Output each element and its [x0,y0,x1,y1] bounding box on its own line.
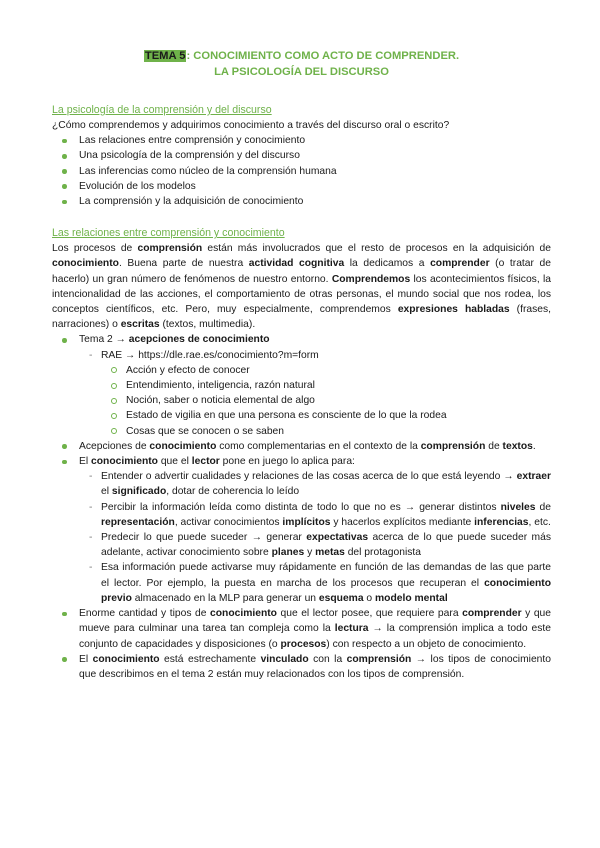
section-question: ¿Cómo comprendemos y adquirimos conocimiento a través del discurso oral o escrito? [52,120,450,131]
list-item-tema2: Tema 2 → acepciones de conocimiento - RAE → https://dle.rae.es/conocimiento?m=form Acción y efecto de conocer Entendimiento, inteligencia, razón natural Noción, saber o noticia elemental de algo Estado de vigilia en que una persona es consciente de lo que la rodea Cosas que se conocen o se saben [52,332,551,438]
lector-sublist [79,469,551,606]
list-item: La comprensión y la adquisición de conocimiento [52,194,551,209]
rae-link[interactable]: RAE → https://dle.rae.es/conocimiento?m=form [101,349,319,361]
rae-link-item [79,348,551,439]
title-line-2: LA PSICOLOGÍA DEL DISCURSO [214,66,389,78]
document-title [52,48,551,80]
list-item: - Entender o advertir cualidades y relaciones de las cosas acerca de lo que está leyendo → extraer el significado, dotar de coherencia lo leído [79,469,551,499]
topic-list [52,133,551,209]
list-item-lector: El conocimiento que el lector pone en juego lo aplica para: - Entender o advertir cualidades y relaciones de las cosas acerca de lo que está leyendo → extraer el significado, dotar de coherencia lo leído - Percibir la información leída como distinta de todo lo que no es → generar distintos niveles de representación, activar conocimientos implícitos y hacerlos explícitos mediante inferencias, etc. - Predecir lo que puede suceder → generar expectativas acerca de lo que puede suceder más adelante, activar conocimiento sobre planes y metas del protagonista - Esa información puede activarse muy rápidamente en función de las demandas de las que parte el lector. Por ejemplo, la puesta en marcha de los procesos que recuperan el conocimiento previo almacenado en la MLP para generar un esquema o modelo mental [52,454,551,606]
list-item: Una psicología de la comprensión y del discurso [52,148,551,163]
title-line-1: TEMA 5: CONOCIMIENTO COMO ACTO DE COMPRENDER. [144,50,460,62]
list-item: Acción y efecto de conocer [101,363,551,378]
section-psicologia [52,102,551,209]
list-item-vinculado: El conocimiento está estrechamente vinculado con la comprensión → los tipos de conocimiento que describimos en el tema 2 están muy relacionados con los tipos de comprensión. [52,652,551,682]
rae-sublist [79,348,551,439]
list-item: Estado de vigilia en que una persona es consciente de lo que la rodea [101,408,551,423]
list-item: Cosas que se conocen o se saben [101,424,551,439]
list-item: - Predecir lo que puede suceder → generar expectativas acerca de lo que puede suceder más adelante, activar conocimiento sobre planes y metas del protagonista [79,530,551,560]
rae-definitions [101,363,551,439]
list-item: Las relaciones entre comprensión y conocimiento [52,133,551,148]
section-heading: La psicología de la comprensión y del discurso [52,104,272,116]
section-heading: Las relaciones entre comprensión y conocimiento [52,227,285,240]
list-item: Entendimiento, inteligencia, razón natural [101,378,551,393]
list-item: - Esa información puede activarse muy rápidamente en función de las demandas de las que parte el lector. Por ejemplo, la puesta en marcha de los procesos que recuperan el conocimiento previo almacenado en la MLP para generar un esquema o modelo mental [79,560,551,606]
list-item-enorme: Enorme cantidad y tipos de conocimiento que el lector posee, que requiere para comprender y que mueve para culminar una tarea tan compleja como la lectura → la comprensión implica a todo este conjunto de capacidades y disposiciones (o procesos) con respecto a un objeto de conocimiento. [52,606,551,652]
title-highlight: TEMA 5 [144,50,186,62]
list-item-acepciones: Acepciones de conocimiento como complementarias en el contexto de la comprensión de textos. [52,439,551,454]
list-item: Evolución de los modelos [52,179,551,194]
list-item: Las inferencias como núcleo de la comprensión humana [52,164,551,179]
section-relaciones [52,225,551,682]
intro-paragraph: Los procesos de comprensión están más involucrados que el resto de procesos en la adquisición de conocimiento. Buena parte de nuestra actividad cognitiva la dedicamos a comprender (o tratar de hacerlo) un gran número de fenómenos de nuestro entorno. Comprendemos los acontecimientos físicos, la intencionalidad de las acciones, el comportamiento de otras personas, el mundo social que nos rodea, los conceptos científicos, etc. Pero, muy especialmente, comprendemos expresiones habladas (frases, narraciones) o escritas (textos, multimedia). [52,243,552,331]
list-item: - Percibir la información leída como distinta de todo lo que no es → generar distintos niveles de representación, activar conocimientos implícitos y hacerlos explícitos mediante inferencias, etc. [79,500,551,530]
relaciones-list [52,332,551,682]
list-item: Noción, saber o noticia elemental de algo [101,393,551,408]
